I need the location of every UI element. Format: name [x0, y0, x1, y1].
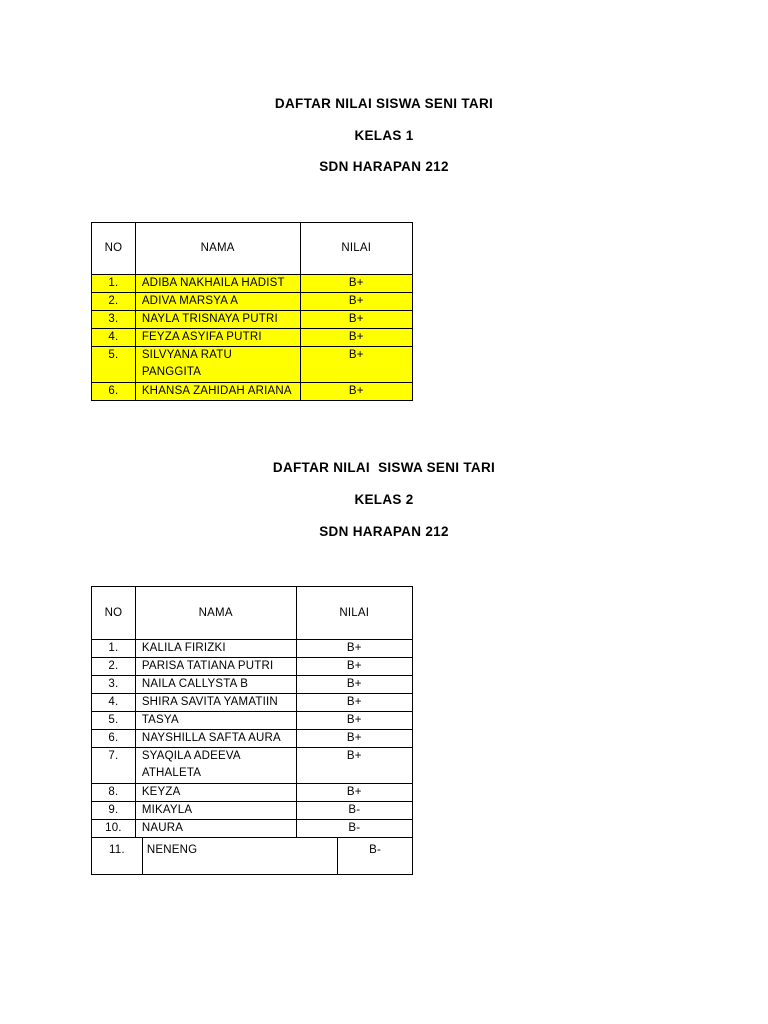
row-nama: ADIBA NAKHAILA HADIST	[135, 275, 300, 293]
row-no: 10.	[92, 820, 136, 838]
table-row	[92, 347, 413, 383]
table-row	[92, 275, 413, 293]
row-no: 3.	[92, 311, 136, 329]
row-nilai: B+	[296, 694, 412, 712]
section2-school: SDN HARAPAN 212	[319, 524, 449, 539]
section1-school: SDN HARAPAN 212	[319, 159, 449, 174]
row-no: 5.	[92, 347, 136, 383]
row-nama: PARISA TATIANA PUTRI	[135, 658, 296, 676]
row-no: 1.	[92, 275, 136, 293]
row-nilai: B+	[296, 712, 412, 730]
row-no: 6.	[92, 383, 136, 401]
row-nama: NAILA CALLYSTA B	[135, 676, 296, 694]
row-nama	[135, 347, 300, 383]
row-no: 1.	[92, 640, 136, 658]
table-row	[92, 640, 413, 658]
row-nilai: B+	[300, 383, 412, 401]
row-nama: NAYSHILLA SAFTA AURA	[135, 730, 296, 748]
row-no: 6.	[92, 730, 136, 748]
row-no: 4.	[92, 694, 136, 712]
table-row	[92, 658, 413, 676]
table-header-row	[92, 587, 413, 640]
section2-title: DAFTAR NILAI SISWA SENI TARI	[272, 460, 496, 475]
row-nilai: B+	[300, 347, 412, 383]
col-header-no: NO	[92, 223, 136, 275]
row-nama: FEYZA ASYIFA PUTRI	[135, 329, 300, 347]
row-nilai: B+	[300, 293, 412, 311]
table-row	[92, 383, 413, 401]
row-no: 2.	[92, 658, 136, 676]
table-row	[92, 730, 413, 748]
row-nilai: B+	[296, 730, 412, 748]
row-no: 11.	[92, 838, 143, 875]
table-row	[92, 838, 413, 875]
table-row	[92, 802, 413, 820]
row-no: 4.	[92, 329, 136, 347]
row-nama: SHIRA SAVITA YAMATIIN	[135, 694, 296, 712]
row-no: 2.	[92, 293, 136, 311]
col-header-nilai: NILAI	[300, 223, 412, 275]
col-header-nama: NAMA	[135, 223, 300, 275]
table-row	[92, 712, 413, 730]
row-nama: MIKAYLA	[135, 802, 296, 820]
row-nilai: B-	[338, 838, 413, 875]
row-no: 8.	[92, 784, 136, 802]
col-header-no: NO	[92, 587, 136, 640]
col-header-nilai: NILAI	[296, 587, 412, 640]
row-nilai: B+	[296, 784, 412, 802]
section1-title: DAFTAR NILAI SISWA SENI TARI	[274, 96, 494, 111]
row-nama: KEYZA	[135, 784, 296, 802]
table-row	[92, 748, 413, 784]
row-nama	[135, 748, 296, 784]
row-nilai: B+	[300, 311, 412, 329]
grade-table-kelas2-last-row	[91, 837, 413, 875]
table-header-row	[92, 223, 413, 275]
table-row	[92, 676, 413, 694]
grade-table-kelas2	[91, 586, 413, 838]
row-nama: KHANSA ZAHIDAH ARIANA	[135, 383, 300, 401]
table-row	[92, 293, 413, 311]
grade-table-kelas1	[91, 222, 413, 401]
row-no: 5.	[92, 712, 136, 730]
section1-kelas: KELAS 1	[354, 128, 414, 143]
row-nama: NENENG	[142, 838, 337, 875]
row-nilai: B+	[300, 329, 412, 347]
row-nilai: B+	[296, 640, 412, 658]
table-row	[92, 311, 413, 329]
row-nama: ADIVA MARSYA A	[135, 293, 300, 311]
row-no: 9.	[92, 802, 136, 820]
section2-kelas: KELAS 2	[354, 492, 414, 507]
row-no: 3.	[92, 676, 136, 694]
table-row	[92, 329, 413, 347]
table-row	[92, 694, 413, 712]
row-nama-text: SYAQILA ADEEVA ATHALETA	[141, 750, 241, 779]
row-nama: KALILA FIRIZKI	[135, 640, 296, 658]
table-row	[92, 820, 413, 838]
row-nama: TASYA	[135, 712, 296, 730]
row-nilai: B+	[296, 676, 412, 694]
table-row	[92, 784, 413, 802]
row-nilai: B+	[296, 658, 412, 676]
row-nama-text: SILVYANA RATU PANGGITA	[141, 349, 232, 378]
col-header-nama: NAMA	[135, 587, 296, 640]
row-nama: NAYLA TRISNAYA PUTRI	[135, 311, 300, 329]
row-nilai: B-	[296, 820, 412, 838]
row-nilai: B+	[300, 275, 412, 293]
row-no: 7.	[92, 748, 136, 784]
row-nilai: B-	[296, 802, 412, 820]
row-nilai: B+	[296, 748, 412, 784]
row-nama: NAURA	[135, 820, 296, 838]
